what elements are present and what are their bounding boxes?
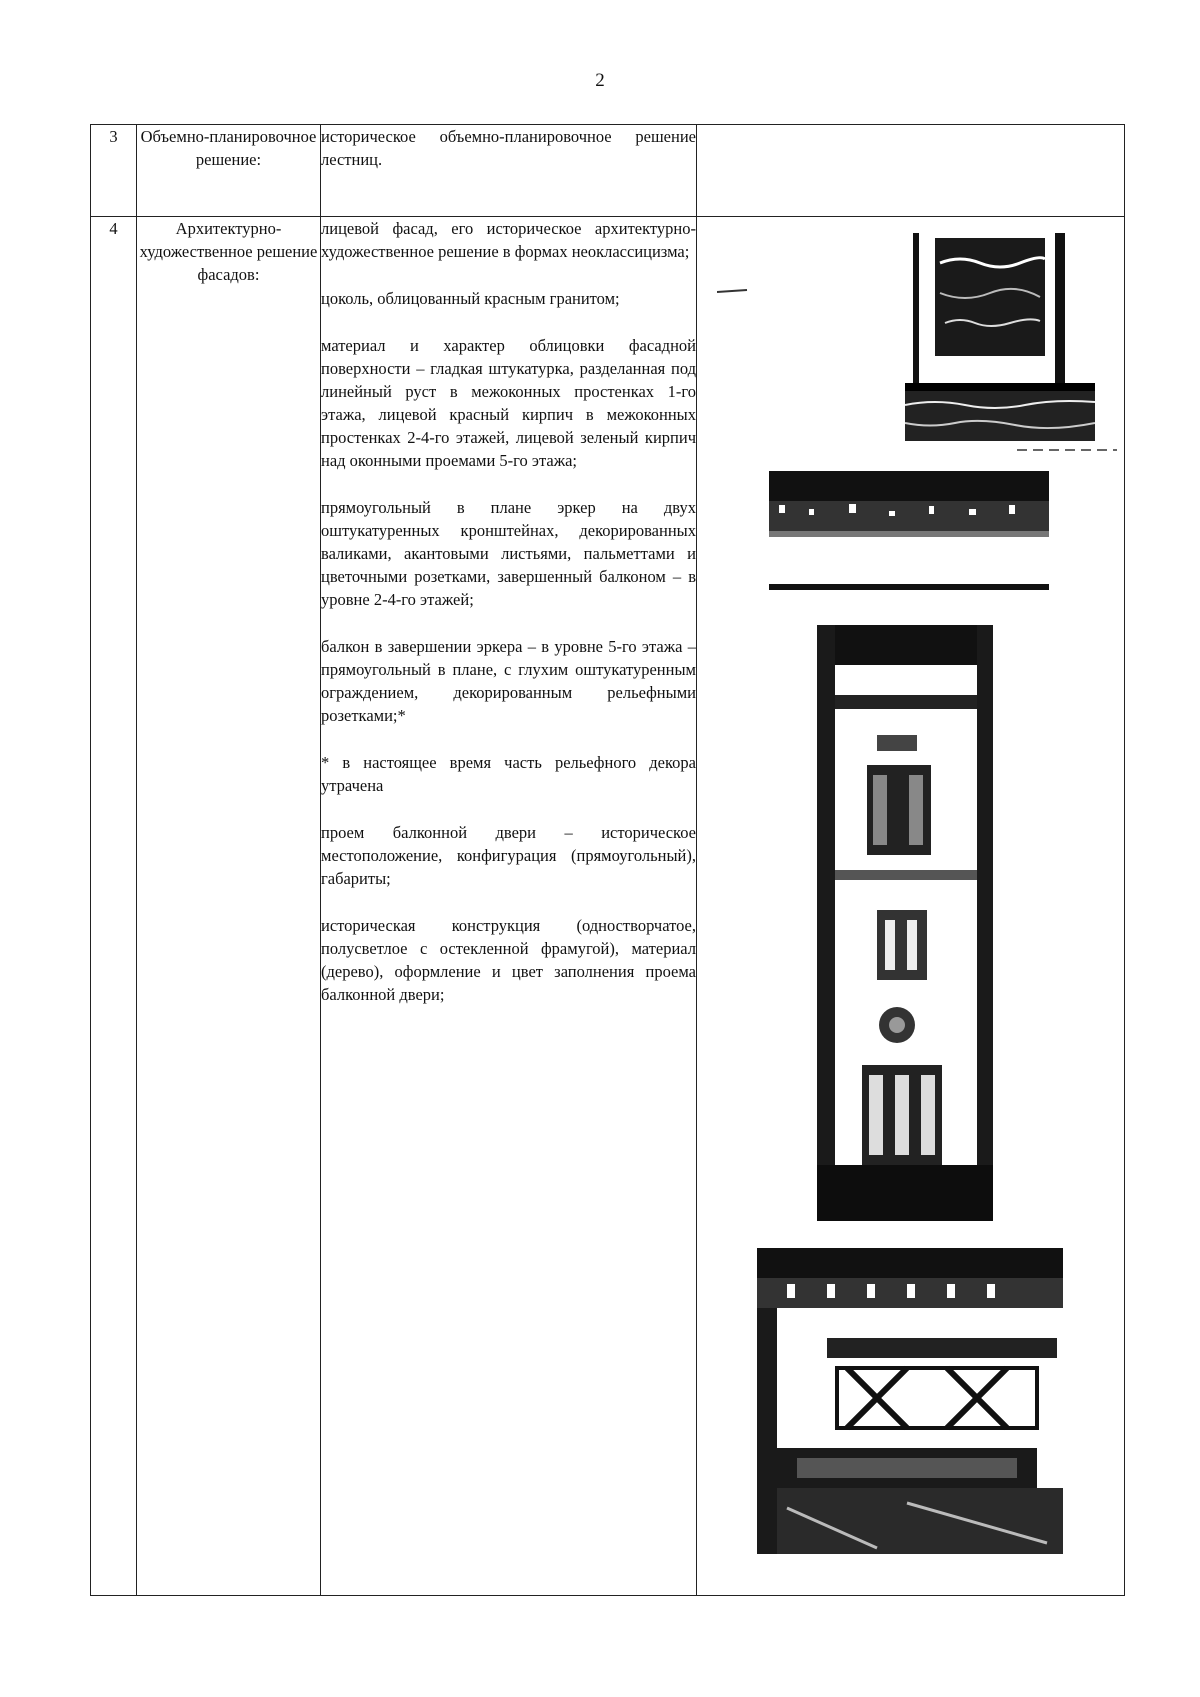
description-paragraph: проем балконной двери – историческое местоположение, конфигурация (прямоугольный), габариты; <box>321 823 696 888</box>
description-paragraph: прямоугольный в плане эркер на двух оштукатуренных кронштейнах, декорированных валиками, акантовыми листьями, пальметтами и цветочными розетками, завершенный балконом – в уровне 2-4-го этажей; <box>321 498 696 609</box>
scan-speck <box>717 287 757 297</box>
row-label: Объемно-планировочное решение: <box>137 125 321 217</box>
row-description <box>321 125 697 217</box>
table-row <box>91 217 1125 1596</box>
description-paragraph: историческое объемно-планировочное решение лестниц. <box>321 127 696 169</box>
page-number: 2 <box>595 70 605 91</box>
cornice-photo <box>769 471 1049 593</box>
protected-features-table <box>90 124 1125 1596</box>
bay-window-photo <box>817 625 993 1221</box>
balcony-photo <box>757 1248 1063 1554</box>
row-number: 4 <box>91 217 137 1596</box>
plinth-photo <box>905 233 1095 443</box>
footnote-paragraph: * в настоящее время часть рельефного декора утрачена <box>321 753 696 795</box>
table-row <box>91 125 1125 217</box>
row-description <box>321 217 697 1596</box>
row-label: Архитектурно-художественное решение фасадов: <box>137 217 321 1596</box>
description-paragraph: историческая конструкция (одностворчатое, полусветлое с остекленной фрамугой), материал (дерево), оформление и цвет заполнения проема балконной двери; <box>321 916 696 1004</box>
image-cell <box>697 217 1125 1596</box>
description-paragraph: цоколь, облицованный красным гранитом; <box>321 289 620 308</box>
description-paragraph: материал и характер облицовки фасадной поверхности – гладкая штукатурка, разделанная под линейный руст в межоконных простенках 1-го этажа, лицевой красный кирпич в межоконных простенках 2-4-го этажей, лицевой зеленый кирпич над оконными проемами 5-го этажа; <box>321 336 696 470</box>
image-cell <box>697 125 1125 217</box>
description-paragraph: лицевой фасад, его историческое архитектурно-художественное решение в формах неоклассицизма; <box>321 219 696 261</box>
scan-line <box>1017 447 1117 453</box>
description-paragraph: балкон в завершении эркера – в уровне 5-го этажа – прямоугольный в плане, с глухим оштукатуренным ограждением, декорированным рельефными розетками;* <box>321 637 696 725</box>
row-number: 3 <box>91 125 137 217</box>
